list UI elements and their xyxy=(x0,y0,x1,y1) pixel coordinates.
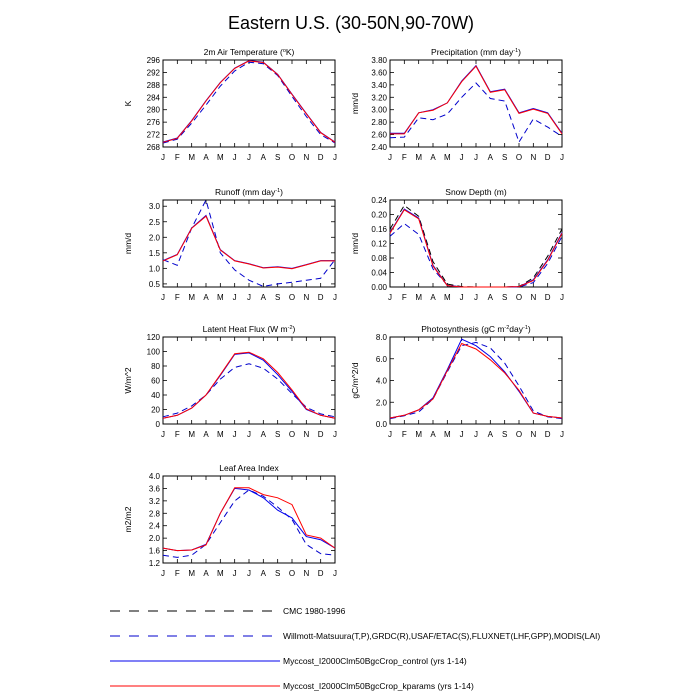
x-tick-label: J xyxy=(161,153,165,162)
y-tick-label: 1.6 xyxy=(148,546,160,556)
x-tick-label: D xyxy=(317,430,324,439)
y-tick-label: 0.12 xyxy=(371,239,387,249)
x-tick-label: A xyxy=(260,293,267,302)
series-line-kparams xyxy=(163,488,335,551)
x-tick-label: A xyxy=(260,430,267,439)
chart-panel-1 xyxy=(350,47,564,162)
x-tick-label: M xyxy=(188,430,196,439)
x-tick-label: J xyxy=(474,430,478,439)
x-tick-label: M xyxy=(216,153,224,162)
x-tick-label: J xyxy=(247,153,251,162)
x-tick-label: J xyxy=(232,153,237,162)
series-line-control xyxy=(163,353,335,418)
series-line-control xyxy=(163,488,335,550)
y-tick-label: 3.2 xyxy=(148,496,160,506)
chart-title: Precipitation (mm day$^{-1}$) xyxy=(431,47,521,57)
x-tick-label: M xyxy=(415,293,423,302)
chart-panels xyxy=(123,47,564,578)
x-tick-label: F xyxy=(401,430,407,439)
chart-panel-2 xyxy=(123,187,337,302)
x-tick-label: N xyxy=(530,293,537,302)
x-tick-label: J xyxy=(247,569,251,578)
y-tick-label: 288 xyxy=(146,80,160,90)
y-tick-label: 272 xyxy=(146,130,160,140)
x-tick-label: F xyxy=(174,569,180,578)
x-tick-label: S xyxy=(274,293,281,302)
series-line-control xyxy=(390,66,562,134)
y-tick-label: 0.16 xyxy=(371,225,387,234)
series-line-control xyxy=(390,209,562,287)
x-tick-label: J xyxy=(247,293,251,302)
x-tick-label: D xyxy=(544,293,551,302)
x-tick-label: J xyxy=(459,293,464,302)
y-tick-label: 2.5 xyxy=(148,217,160,227)
y-tick-label: 284 xyxy=(146,93,160,103)
y-axis-label: mm/d xyxy=(350,232,360,255)
chart-panel-4 xyxy=(123,324,337,439)
chart-title: Runoff (mm day$^{-1}$) xyxy=(214,187,284,197)
y-tick-label: 0.5 xyxy=(148,279,160,289)
x-tick-label: J xyxy=(232,430,237,439)
x-tick-label: S xyxy=(501,430,508,439)
x-tick-label: N xyxy=(303,293,310,302)
x-tick-label: A xyxy=(430,430,436,439)
x-tick-label: M xyxy=(443,153,451,162)
series-line-obs xyxy=(163,490,335,557)
y-tick-label: 4.0 xyxy=(375,376,387,386)
y-tick-label: 80 xyxy=(151,362,160,371)
x-tick-label: A xyxy=(430,293,436,302)
x-tick-label: J xyxy=(474,153,478,162)
x-tick-label: M xyxy=(443,430,451,439)
chart-panel-5 xyxy=(350,324,564,439)
x-tick-label: N xyxy=(303,430,310,439)
x-tick-label: N xyxy=(530,153,537,162)
y-tick-label: 3.80 xyxy=(371,56,387,65)
y-tick-label: 0.04 xyxy=(371,268,387,278)
legend-label-1: Willmott-Matsuura(T,P),GRDC(R),USAF/ETAC(S),FLUXNET(LHF,GPP),MODIS(LAI) xyxy=(283,631,601,641)
chart-title: 2m Air Temperature ($^o$K) xyxy=(203,47,295,57)
series-line-obs xyxy=(390,342,562,418)
x-tick-label: M xyxy=(188,153,196,162)
x-tick-label: S xyxy=(274,153,281,162)
x-tick-label: M xyxy=(443,293,451,302)
x-tick-label: M xyxy=(216,293,224,302)
x-tick-label: M xyxy=(216,569,224,578)
series-line-control xyxy=(163,61,335,142)
y-tick-label: 3.20 xyxy=(371,93,387,103)
x-tick-label: J xyxy=(232,293,237,302)
x-tick-label: D xyxy=(317,153,324,162)
x-tick-label: N xyxy=(303,569,310,578)
y-tick-label: 0 xyxy=(155,420,160,429)
x-tick-label: A xyxy=(203,293,209,302)
x-tick-label: S xyxy=(501,153,508,162)
x-tick-label: J xyxy=(388,293,392,302)
series-line-obs xyxy=(390,83,562,142)
y-tick-label: 280 xyxy=(146,105,160,115)
x-tick-label: A xyxy=(487,430,494,439)
y-tick-label: 0.00 xyxy=(371,283,387,292)
y-tick-label: 1.0 xyxy=(148,264,160,274)
x-tick-label: M xyxy=(415,430,423,439)
series-line-kparams xyxy=(163,352,335,418)
y-tick-label: 0.0 xyxy=(375,420,387,429)
x-tick-label: F xyxy=(174,430,180,439)
x-tick-label: M xyxy=(188,569,196,578)
legend xyxy=(110,606,600,691)
y-tick-label: 2.8 xyxy=(148,509,160,519)
x-tick-label: N xyxy=(530,430,537,439)
series-line-obs xyxy=(390,224,562,287)
y-axis-label: K xyxy=(123,100,133,107)
x-tick-label: S xyxy=(501,293,508,302)
x-tick-label: J xyxy=(560,293,564,302)
y-tick-label: 0.20 xyxy=(371,210,387,220)
x-tick-label: M xyxy=(216,430,224,439)
y-tick-label: 2.40 xyxy=(371,143,387,152)
series-line-kparams xyxy=(163,216,335,269)
series-line-cmc xyxy=(390,205,562,287)
x-tick-label: O xyxy=(515,293,523,302)
x-tick-label: O xyxy=(515,153,523,162)
y-tick-label: 3.40 xyxy=(371,80,387,90)
y-tick-label: 3.00 xyxy=(371,105,387,115)
y-tick-label: 2.0 xyxy=(375,398,387,408)
y-tick-label: 292 xyxy=(146,68,160,78)
series-line-kparams xyxy=(390,66,562,134)
y-tick-label: 40 xyxy=(151,391,160,400)
y-tick-label: 268 xyxy=(146,143,160,152)
x-tick-label: J xyxy=(333,430,337,439)
x-tick-label: A xyxy=(487,153,494,162)
x-tick-label: A xyxy=(260,569,267,578)
x-tick-label: O xyxy=(288,293,296,302)
x-tick-label: A xyxy=(203,430,209,439)
x-tick-label: J xyxy=(333,569,337,578)
x-tick-label: D xyxy=(544,430,551,439)
x-tick-label: M xyxy=(188,293,196,302)
chart-title: Leaf Area Index xyxy=(219,463,279,473)
x-tick-label: J xyxy=(459,430,464,439)
x-tick-label: F xyxy=(174,293,180,302)
y-tick-label: 2.0 xyxy=(148,233,160,243)
y-tick-label: 3.60 xyxy=(371,68,387,78)
x-tick-label: D xyxy=(317,293,324,302)
x-tick-label: J xyxy=(560,153,564,162)
chart-panel-6 xyxy=(123,463,337,578)
x-tick-label: O xyxy=(288,569,296,578)
plot-frame xyxy=(163,200,335,287)
y-axis-label: mm/d xyxy=(123,232,133,255)
y-tick-label: 296 xyxy=(146,56,160,65)
x-tick-label: D xyxy=(544,153,551,162)
y-tick-label: 60 xyxy=(151,376,160,386)
x-tick-label: A xyxy=(430,153,436,162)
y-tick-label: 0.24 xyxy=(371,196,387,205)
chart-title: Snow Depth (m) xyxy=(445,187,507,197)
page-title: Eastern U.S. (30-50N,90-70W) xyxy=(227,13,475,33)
x-tick-label: S xyxy=(274,430,281,439)
y-tick-label: 2.0 xyxy=(148,534,160,544)
x-tick-label: F xyxy=(174,153,180,162)
series-line-obs xyxy=(163,364,335,417)
series-line-control xyxy=(163,216,335,269)
y-axis-label: mm/d xyxy=(350,92,360,115)
series-line-obs xyxy=(163,62,335,143)
y-tick-label: 8.0 xyxy=(375,333,387,342)
series-line-kparams xyxy=(163,61,335,142)
y-tick-label: 2.80 xyxy=(371,118,387,128)
y-tick-label: 2.4 xyxy=(148,521,160,531)
x-tick-label: O xyxy=(515,430,523,439)
plot-frame xyxy=(163,60,335,147)
y-tick-label: 276 xyxy=(146,118,160,128)
y-tick-label: 1.5 xyxy=(148,248,160,258)
x-tick-label: J xyxy=(161,569,165,578)
x-tick-label: S xyxy=(274,569,281,578)
x-tick-label: J xyxy=(560,430,564,439)
y-tick-label: 2.60 xyxy=(371,130,387,140)
y-tick-label: 100 xyxy=(146,347,160,357)
x-tick-label: J xyxy=(388,430,392,439)
y-tick-label: 3.6 xyxy=(148,484,160,494)
legend-label-3: Myccost_I2000Clm50BgcCrop_kparams (yrs 1-14) xyxy=(283,681,474,691)
y-axis-label: gC/m^2/d xyxy=(350,362,360,399)
x-tick-label: A xyxy=(203,569,209,578)
y-tick-label: 1.2 xyxy=(148,559,160,568)
chart-title: Latent Heat Flux (W $m^{-2}$) xyxy=(202,324,296,334)
y-tick-label: 0.08 xyxy=(371,254,387,263)
x-tick-label: A xyxy=(203,153,209,162)
x-tick-label: J xyxy=(161,293,165,302)
x-tick-label: N xyxy=(303,153,310,162)
x-tick-label: J xyxy=(161,430,165,439)
x-tick-label: F xyxy=(401,153,407,162)
x-tick-label: J xyxy=(232,569,237,578)
plot-frame xyxy=(390,60,562,147)
x-tick-label: A xyxy=(260,153,267,162)
x-tick-label: J xyxy=(333,153,337,162)
x-tick-label: J xyxy=(459,153,464,162)
y-axis-label: m2/m2 xyxy=(123,506,133,533)
x-tick-label: F xyxy=(401,293,407,302)
y-tick-label: 4.0 xyxy=(148,472,160,481)
legend-label-2: Myccost_I2000Clm50BgcCrop_control (yrs 1-14) xyxy=(283,656,467,666)
y-tick-label: 3.0 xyxy=(148,202,160,212)
x-tick-label: J xyxy=(247,430,251,439)
series-line-control xyxy=(390,339,562,418)
legend-label-0: CMC 1980-1996 xyxy=(283,606,346,616)
x-tick-label: O xyxy=(288,153,296,162)
x-tick-label: D xyxy=(317,569,324,578)
y-tick-label: 6.0 xyxy=(375,354,387,364)
y-axis-label: W/m^2 xyxy=(123,367,133,394)
x-tick-label: O xyxy=(288,430,296,439)
chart-panel-0 xyxy=(123,47,337,162)
y-tick-label: 120 xyxy=(146,333,160,342)
x-tick-label: J xyxy=(333,293,337,302)
chart-panel-3 xyxy=(350,187,564,302)
x-tick-label: A xyxy=(487,293,494,302)
series-line-kparams xyxy=(390,344,562,419)
chart-title: Photosynthesis (gC $m^{-2}day^{-1}$) xyxy=(421,324,531,334)
x-tick-label: M xyxy=(415,153,423,162)
y-tick-label: 20 xyxy=(151,405,160,415)
series-line-obs xyxy=(163,200,335,286)
x-tick-label: J xyxy=(474,293,478,302)
x-tick-label: J xyxy=(388,153,392,162)
